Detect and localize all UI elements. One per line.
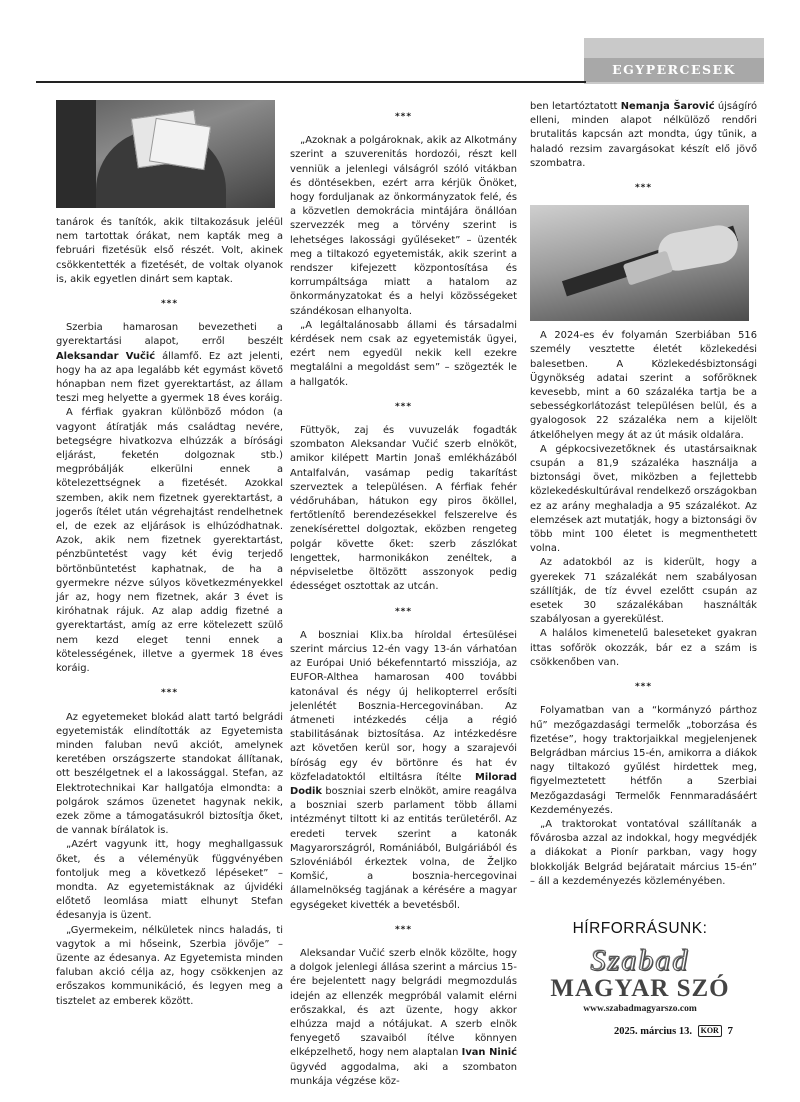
paragraph-text: államfő. Ez azt jelenti, hogy ha az apa legalább két egymást követő hónapban nem fizet gyerektartást, az állam teszi meg helyette a gyermek 18 éves koráig. (56, 350, 283, 405)
paragraph-text: „Azért vagyunk itt, hogy meghallgassuk őket, és a véleményük függvényében fontoljuk meg a következő lépéseket” – mondta. Az egyetemistáknak az újvidéki előtető leomlása miatt elhunyt Stefan édesanyja is üzent. (56, 839, 283, 922)
article-paragraph (530, 556, 757, 627)
paragraph-text: boszniai szerb elnököt, amire reagálva a boszniai szerb parlament több állami intézményt tiltott ki az entitás területéről. Az eredeti tervek szerint a katonák Magyarországról, Romániából, Bulgáriából és Szlovéniából érkeztek volna, de Željko Komšić, a bosznia-hercegovinai államelnökség tagjának a kérésére a magyar egységeket kivették a bevetésből. (290, 785, 517, 911)
header-rule (36, 81, 586, 83)
article-paragraph (290, 947, 517, 1089)
article-paragraph (290, 134, 517, 319)
szabad-magyar-szo-logo (545, 946, 735, 1016)
article-separator: *** (160, 299, 179, 310)
column-2 (290, 100, 517, 1089)
person-name: Nemanja Šarović (620, 101, 715, 112)
article-paragraph (290, 629, 517, 913)
issue-date: 2025. március 13. (614, 1026, 692, 1037)
person-name: Aleksandar Vučić (56, 350, 156, 362)
news-source-box (540, 920, 740, 1016)
article-paragraph (530, 818, 757, 889)
paragraph-text: Aleksandar Vučić szerb elnök közölte, hogy a dolgok jelenlegi állása szerint a március 15-ére bejelentett nagy belgrádi megmozdulás idején az ellenzék megpróbál valamit elérni erőszakkal, és azt üzente, hogy akkor elhúzza majd a nótájukat. A szerb elnök fenyegető szavaiból ítélve könnyen elképzelhető, hogy nem alaptalan (290, 947, 517, 1059)
paragraph-text: ben letartóztatott (530, 101, 621, 112)
paragraph-text: „A legáltalánosabb állami és társadalmi kérdések nem csak az egyetemisták ügyei, ezért nem egyedül nekik kell ezekre megtalálni a megoldást sem” – szögezték le a hallgatók. (290, 319, 517, 388)
paragraph-text: Az egyetemeket blokád alatt tartó belgrádi egyetemisták elindították az Egyetemista minden faluban nevű akciót, amelynek keretében országszerte standokat állítanak, ott beszélgetnek el a lakossággal. Stefan, az Elektrotechnikai Kar hallgatója elmondta: a polgárok számos üzenetet hagynak nekik, ezek zöme a támogatásukról biztosítja őket, de vannak bírálatok is. (56, 711, 283, 837)
paragraph-text: „A traktorokat vontatóval szállítanák a fővárosba azzal az indokkal, hogy megvédjék a diákokat a Pionír parkban, vagy hogy blokkolják Belgrád bejáratait március 15-én” – áll a kezdeményezés közleményében. (530, 818, 757, 887)
article-paragraph (56, 321, 283, 406)
paragraph-text: A 2024-es év folyamán Szerbiában 516 személy vesztette életét közlekedési balesetben. A Közlekedésbiztonsági Ügynökség adatai szerint a sofőröknek kevesebb, mint a 60 százaléka tartja be a sebességkorlátozást településen belül, és a gyalogosok 22 százaléka nem a kijelölt átkelőhelyen megy át az út másik oldalára. (530, 330, 757, 441)
article-paragraph (530, 704, 757, 818)
article-separator: *** (160, 688, 179, 699)
page-footer (614, 1025, 754, 1037)
article-separator: *** (634, 682, 653, 693)
person-name: Milorad Dodik (290, 771, 517, 797)
paragraph-text: ügyvéd aggodalma, aki a szombaton munkája végzése köz- (290, 1061, 517, 1087)
article-paragraph (290, 319, 517, 390)
person-name: Ivan Ninić (461, 1047, 517, 1059)
paragraph-text: A halálos kimenetelű baleseteket gyakran ittas sofőrök okozzák, bár ez a szám is csökkenőben van. (530, 628, 757, 668)
article-separator: *** (394, 401, 413, 412)
article-paragraph (56, 216, 283, 287)
article-paragraph (56, 711, 283, 839)
source-url: www.szabadmagyarszo.com (583, 1004, 697, 1014)
page-number: 7 (727, 1025, 733, 1037)
logo-line-1: Szabad (590, 944, 690, 977)
paragraph-text: A férfiak gyakran különböző módon (a vagyont átíratják más családtag nevére, betegségre hivatkozva elhúzzák a bírósági eljárást, feketén dolgoznak stb.) megpróbálják elkerülni ennek a kötelezettségnek a fizetését. Azokkal szemben, akik nem fizetnek gyerektartást, a jogerős ítélet után végrehajtást rendelhetnek el, de ezek az eljárások is elhúzódhatnak. Azok, akik nem fizetnek gyerektartást, pénzbüntetést vagy két évig terjedő börtönbüntetést kaphatnak, de ha a gyermekre nézve súlyos következményekkel jár az, hogy nem fizetnek, akár 3 évet is kiróhatnak rájuk. Az alap addig fizetné a gyerektartást, amíg az erre kötelezett szülő nem kezd eleget tenni ennek a kötelességének, illetve a gyermek 18 éves koráig. (56, 407, 283, 675)
paragraph-text: Füttyök, zaj és vuvuzelák fogadták szombaton Aleksandar Vučić szerb elnököt, amikor kilépett Martin Jonaš emlékházából Antalfalván, vasámap pedig takarítást szerveztek a településen. A férfiak fehér védőruhában, hátukon egy piros ököllel, fertőtlenítő berendezésekkel felszerelve és zenekísérettel dolgoztak, eközben rengeteg polgár követte őket: szerb zászlókat lengettek, harmonikákon zenéltek, a népviseletbe öltözött asszonyok pedig édességet osztottak az utcán. (290, 425, 517, 593)
article-separator: *** (634, 183, 653, 194)
article-separator: *** (394, 112, 413, 122)
article-paragraph (290, 424, 517, 594)
magazine-logo: KOR (698, 1025, 722, 1037)
section-label: EGYPERCESEK (584, 58, 764, 82)
paragraph-text: tanárok és tanítók, akik tiltakozásuk jeléül nem tartottak órákat, nem kapták meg a februári fizetésük első részét. Volt, akinek csökkentették a fizetését, de voltak olyanok is, akik egyetlen dinárt sem kaptak. (56, 217, 283, 285)
paragraph-text: Szerbia hamarosan bevezetheti a gyerektartási alapot, erről beszélt (56, 322, 283, 348)
seatbelt-photo (530, 205, 749, 321)
column-3 (530, 100, 757, 889)
paragraph-text: Az adatokból az is kiderült, hogy a gyerekek 71 százalékát nem szabályosan szállítják, de tíz évvel ezelőtt csupán az esetek 30 százalékában használták szabályosan a gyerekülést. (530, 557, 757, 626)
paragraph-text: Folyamatban van a “kormányzó párthoz hű” mezőgazdasági termelők „toborzása és fizetése”, hogy traktorjaikkal megjelenjenek Belgrádban március 15-én, amikorra a diákok nagy tiltakozó gyűlést hirdettek meg, figyelmeztetett hétfőn a Szerbiai Mezőgazdasági Termelők Fennmaradásáért Kezdeményezés. (530, 705, 757, 816)
article-paragraph (530, 627, 757, 670)
logo-line-2: MAGYAR SZÓ (550, 975, 730, 1002)
paragraph-text: újságíró elleni, minden alapot nélkülöző rendőri brutalitás kapcsán azt mondta, úgy tűnik, a haladó rezsim zavargásokat készít elő jövő szombatra. (530, 101, 757, 169)
article-paragraph (56, 406, 283, 676)
article-paragraph (530, 100, 757, 171)
article-paragraph (56, 838, 283, 923)
paragraph-text: A boszniai Klix.ba híroldal értesülései szerint március 12-én vagy 13-án várhatóan az Európai Unió békefenntartó missziója, az EUFOR-Althea hamarosan 400 további katonával és négy új helikopterrel erősíti jelenlétét Bosznia-Hercegovinában. Az átmeneti intézkedés célja a régió stabilitásának biztosítása. Az intézkedésre azt követően kerül sor, hogy a szarajevói bíróság egy év börtönre és hat év közfeladatoktól eltiltásra ítélte (290, 629, 517, 783)
column-1 (56, 100, 283, 1009)
news-source-heading: HÍRFORRÁSUNK: (572, 920, 708, 937)
article-paragraph (530, 329, 757, 443)
article-separator: *** (394, 606, 413, 617)
paragraph-text: „Gyermekeim, nélkületek nincs haladás, ti vagytok a mi hőseink, Szerbia jövője” – üzente az édesanya. Az Egyetemista minden faluban akció célja az, hogy csökkenjen az erőszakos kommunikáció, és legyen meg a tisztelet az emberek között. (56, 924, 283, 1007)
article-separator: *** (394, 924, 413, 935)
paragraph-text: „Azoknak a polgároknak, akik az Alkotmány szerint a szuverenitás hordozói, részt kell venniük a jelenlegi válságról szóló vitákban és döntésekben, ezért arra kérjük Önöket, hogy forduljanak az önkormányzatok felé, és a közvetlen demokrácia mintájára önállóan szervezzék meg a törvény szerint is lehetséges lakossági gyűléseket” – üzenték meg a tiltakozó egyetemisták, akik szerint a rendszer kifejezett központosítása és korrumpáltsága miatt a hatalom az önkormányzatokat és a helyi közösségeket szándékosan elhanyolta. (290, 135, 517, 317)
paragraph-text: A gépkocsivezetőknek és utastársaiknak csupán a 81,9 százaléka használja a biztonsági övet, miközben a fejlettebb közlekedéskultúrával rendelkező országokban ez az arány meghaladja a 95 százalékot. Az elemzések azt mutatják, hogy a biztonsági öv több mint 100 életet is megmenthetett volna. (530, 443, 757, 555)
protest-photo (56, 100, 275, 208)
article-paragraph (530, 443, 757, 557)
article-paragraph (56, 924, 283, 1009)
